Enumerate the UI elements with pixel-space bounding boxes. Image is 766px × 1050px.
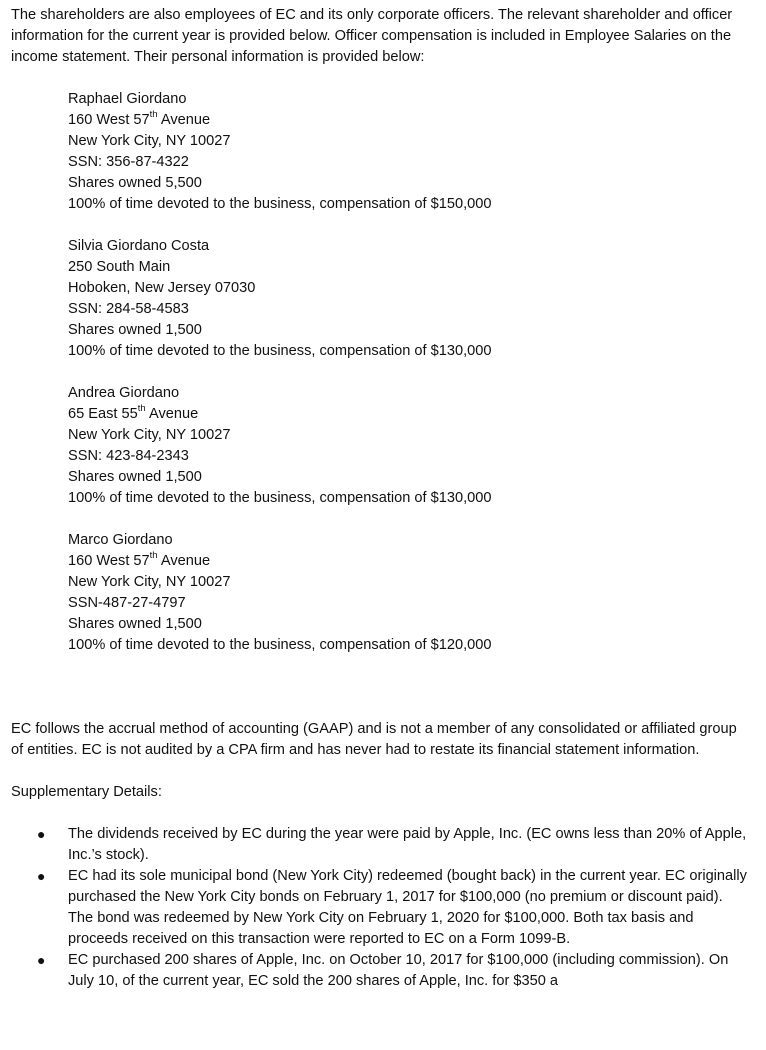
shareholder-name: Raphael Giordano bbox=[68, 91, 187, 107]
document-page bbox=[11, 5, 756, 992]
shareholder-address: 65 East 55th Avenue bbox=[68, 403, 199, 422]
supplementary-heading: Supplementary Details: bbox=[11, 784, 162, 800]
shareholder-shares: Shares owned 1,500 bbox=[68, 469, 202, 485]
shareholder-block bbox=[68, 383, 756, 509]
shareholder-block bbox=[68, 236, 756, 362]
shareholder-ssn: SSN: 284-58-4583 bbox=[68, 301, 189, 317]
intro-paragraph: The shareholders are also employees of EC and its only corporate officers. The relevant shareholder and officer information for the current year is provided below. Officer compensation is included in Employee Salaries on the income statement. Their personal information is provided below: bbox=[11, 7, 733, 65]
shareholder-address: 160 West 57th Avenue bbox=[68, 109, 211, 128]
shareholder-shares: Shares owned 1,500 bbox=[68, 616, 202, 632]
shareholder-city: New York City, NY 10027 bbox=[68, 133, 231, 149]
shareholder-address: 160 West 57th Avenue bbox=[68, 550, 211, 569]
shareholder-time: 100% of time devoted to the business, compensation of $150,000 bbox=[68, 196, 492, 212]
shareholder-shares: Shares owned 5,500 bbox=[68, 175, 202, 191]
shareholder-name: Andrea Giordano bbox=[68, 385, 180, 401]
shareholder-ssn: SSN: 356-87-4322 bbox=[68, 154, 189, 170]
supplementary-list bbox=[11, 824, 756, 992]
shareholder-name: Silvia Giordano Costa bbox=[68, 238, 210, 254]
shareholder-list bbox=[11, 89, 756, 656]
shareholder-city: Hoboken, New Jersey 07030 bbox=[68, 280, 256, 296]
shareholder-time: 100% of time devoted to the business, compensation of $120,000 bbox=[68, 637, 492, 653]
bullet-icon: ● bbox=[37, 826, 46, 842]
shareholder-shares: Shares owned 1,500 bbox=[68, 322, 202, 338]
shareholder-address: 250 South Main bbox=[68, 259, 171, 275]
shareholder-time: 100% of time devoted to the business, compensation of $130,000 bbox=[68, 490, 492, 506]
shareholder-city: New York City, NY 10027 bbox=[68, 574, 231, 590]
list-item: ● EC purchased 200 shares of Apple, Inc. on October 10, 2017 for $100,000 (including commission). On July 10, of the current year, EC sold the 200 shares of Apple, Inc. for $350 a bbox=[37, 952, 729, 989]
bullet-icon: ● bbox=[37, 868, 46, 884]
shareholder-time: 100% of time devoted to the business, compensation of $130,000 bbox=[68, 343, 492, 359]
shareholder-block bbox=[68, 89, 756, 215]
spacer bbox=[11, 677, 756, 719]
shareholder-city: New York City, NY 10027 bbox=[68, 427, 231, 443]
bullet-icon: ● bbox=[37, 952, 46, 968]
shareholder-ssn: SSN-487-27-4797 bbox=[68, 595, 186, 611]
list-item: ● EC had its sole municipal bond (New York City) redeemed (bought back) in the current year. EC originally purchased the New York City bonds on February 1, 2017 for $100,000 (no premium or discount paid). The bond was redeemed by New York City on February 1, 2020 for $100,000. Both tax basis and proceeds received on this transaction were reported to EC on a Form 1099-B. bbox=[37, 868, 747, 947]
list-item: ● The dividends received by EC during the year were paid by Apple, Inc. (EC owns less than 20% of Apple, Inc.’s stock). bbox=[37, 826, 747, 863]
shareholder-block bbox=[68, 530, 756, 656]
shareholder-name: Marco Giordano bbox=[68, 532, 173, 548]
accounting-method-paragraph: EC follows the accrual method of accounting (GAAP) and is not a member of any consolidated or affiliated group of entities. EC is not audited by a CPA firm and has never had to restate its financial statement information. bbox=[11, 721, 737, 758]
shareholder-ssn: SSN: 423-84-2343 bbox=[68, 448, 189, 464]
